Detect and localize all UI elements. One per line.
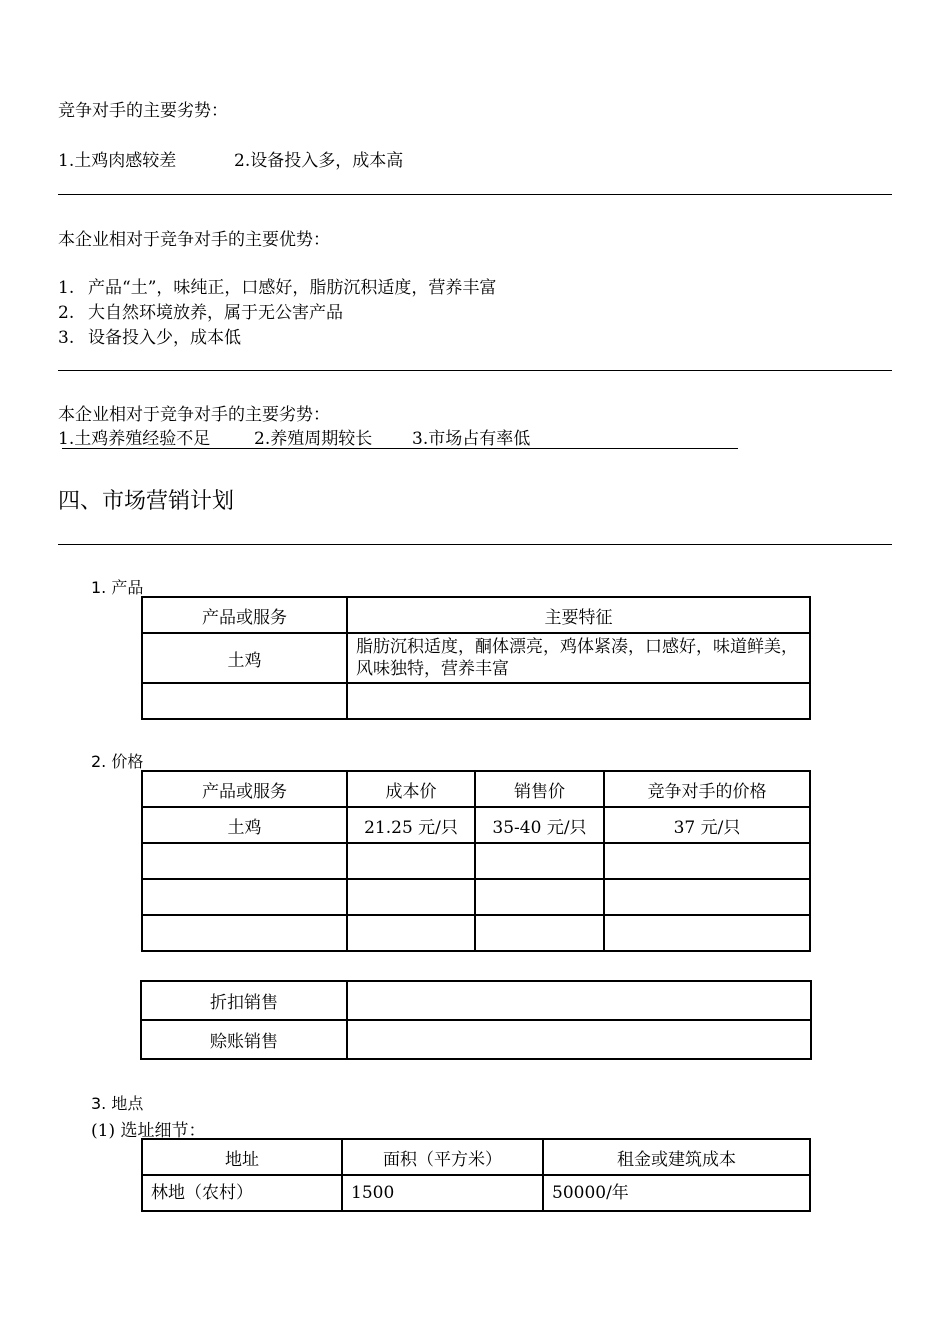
strength-item-1: [58, 273, 496, 298]
table-cell: [347, 683, 810, 719]
competitor-weakness-item-2: 2.设备投入多，成本高: [234, 151, 404, 171]
table-cell: 脂肪沉积适度，酮体漂亮，鸡体紧凑，口感好，味道鲜美，风味独特，营养丰富: [347, 633, 810, 683]
table-cell: [475, 843, 604, 879]
table-cell: 土鸡: [142, 807, 347, 843]
table-row: [142, 683, 810, 719]
list-number: 1.: [58, 278, 75, 298]
divider: [58, 194, 892, 195]
table-header: 成本价: [347, 771, 475, 807]
table-header-row: [142, 1139, 810, 1175]
table-cell: [347, 915, 475, 951]
table-header: 销售价: [475, 771, 604, 807]
list-number: 2.: [58, 303, 75, 323]
table-row: [142, 1175, 810, 1211]
table-cell: 赊账销售: [141, 1020, 347, 1059]
table-cell: [347, 1020, 811, 1059]
table-cell: [604, 879, 810, 915]
table-cell: 1500: [342, 1175, 543, 1211]
table-header: 租金或建筑成本: [543, 1139, 810, 1175]
table-row: [142, 843, 810, 879]
table-cell: [142, 843, 347, 879]
competitor-weakness-heading: 竞争对手的主要劣势：: [58, 101, 228, 121]
table-row: [142, 633, 810, 683]
underline: [62, 448, 738, 449]
list-text: 设备投入少，成本低: [88, 328, 241, 348]
table-header: 产品或服务: [142, 597, 347, 633]
strengths-heading: 本企业相对于竞争对手的主要优势：: [58, 230, 330, 250]
table-row: [141, 1020, 811, 1059]
list-text: 大自然环境放养，属于无公害产品: [88, 303, 343, 323]
list-text: 产品“土”，味纯正，口感好，脂肪沉积适度，营养丰富: [88, 278, 497, 298]
table-cell: 折扣销售: [141, 981, 347, 1020]
location-table: [141, 1138, 811, 1212]
sales-terms-table: [140, 980, 812, 1060]
table-cell: 35-40 元/只: [475, 807, 604, 843]
table-cell: [475, 879, 604, 915]
table-header: 地址: [142, 1139, 342, 1175]
table-header-row: [142, 597, 810, 633]
section-title: 四、市场营销计划: [58, 489, 235, 514]
table-header: 主要特征: [347, 597, 810, 633]
table-cell: 21.25 元/只: [347, 807, 475, 843]
divider: [58, 370, 892, 371]
location-sublabel: (1) 选址细节：: [91, 1121, 206, 1141]
weakness-item-3: 3.市场占有率低: [412, 429, 531, 449]
table-row: [142, 807, 810, 843]
table-cell: 50000/年: [543, 1175, 810, 1211]
strength-item-3: [58, 323, 241, 348]
weaknesses-heading: 本企业相对于竞争对手的主要劣势：: [58, 405, 330, 425]
strength-item-2: [58, 298, 343, 323]
table-cell: 林地（农村）: [142, 1175, 342, 1211]
table-row: [142, 879, 810, 915]
product-label: 1. 产品: [91, 578, 144, 597]
table-cell: [347, 981, 811, 1020]
table-cell: [142, 915, 347, 951]
table-cell: [142, 683, 347, 719]
competitor-weakness-item-1: 1.土鸡肉感较差: [58, 151, 177, 171]
table-header: 竞争对手的价格: [604, 771, 810, 807]
price-table: [141, 770, 811, 952]
divider: [58, 544, 892, 545]
price-label: 2. 价格: [91, 752, 144, 771]
table-header: 面积（平方米）: [342, 1139, 543, 1175]
table-cell: [347, 843, 475, 879]
table-cell: [475, 915, 604, 951]
table-header: 产品或服务: [142, 771, 347, 807]
table-cell: [142, 879, 347, 915]
table-cell: [604, 843, 810, 879]
table-cell: 土鸡: [142, 633, 347, 683]
location-label: 3. 地点: [91, 1094, 144, 1113]
weakness-item-1: 1.土鸡养殖经验不足: [58, 429, 211, 449]
table-header-row: [142, 771, 810, 807]
table-cell: 37 元/只: [604, 807, 810, 843]
table-cell: [604, 915, 810, 951]
product-table: [141, 596, 811, 720]
table-row: [141, 981, 811, 1020]
table-cell: [347, 879, 475, 915]
weakness-item-2: 2.养殖周期较长: [254, 429, 373, 449]
list-number: 3.: [58, 328, 75, 348]
table-row: [142, 915, 810, 951]
